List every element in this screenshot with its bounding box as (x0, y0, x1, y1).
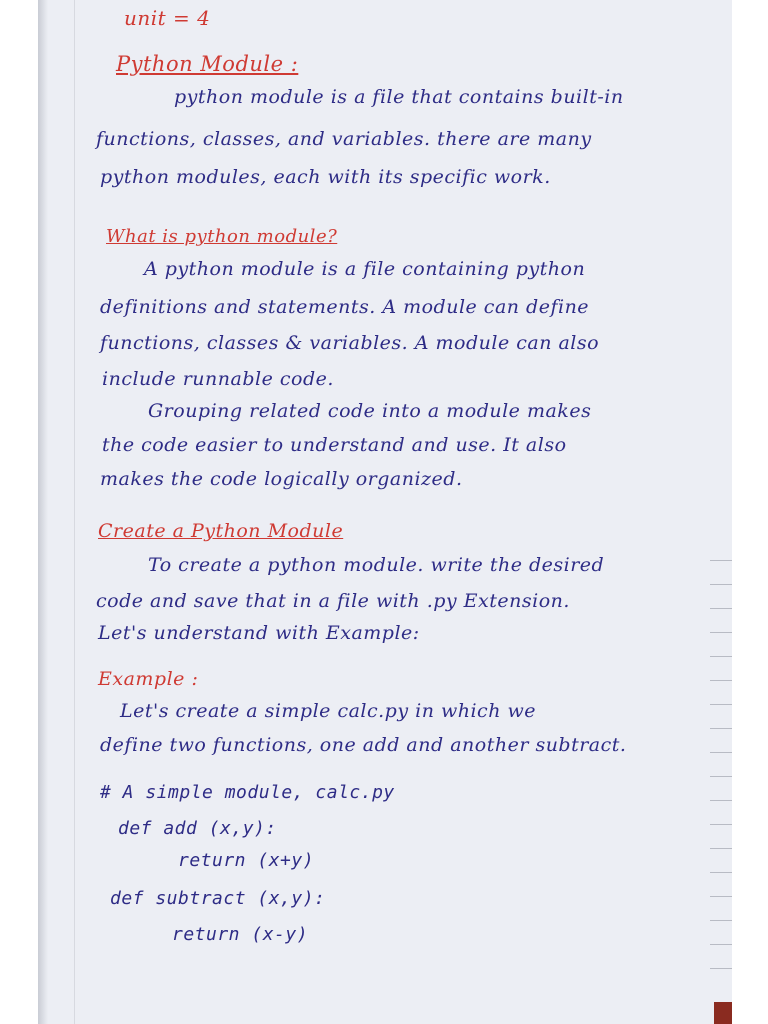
section2-line-7: makes the code logically organized. (100, 468, 463, 490)
section1-line-2: functions, classes, and variables. there are many (96, 128, 592, 150)
unit-heading: unit = 4 (124, 6, 211, 30)
section3-line-2: code and save that in a file with .py Extension. (96, 590, 570, 612)
section2-line-4: include runnable code. (102, 368, 334, 390)
page-ruler-marks (710, 560, 732, 1000)
section3-line-1: To create a python module. write the desired (148, 554, 605, 576)
section1-heading: Python Module : (116, 52, 299, 76)
code-line-4: def subtract (x,y): (110, 888, 326, 909)
section2-line-3: functions, classes & variables. A module can also (100, 332, 600, 354)
section2-line-2: definitions and statements. A module can define (100, 296, 590, 318)
example-line-2: define two functions, one add and another subtract. (100, 734, 627, 756)
code-line-5: return (x-y) (172, 924, 309, 945)
margin-line (74, 0, 75, 1024)
example-line-1: Let's create a simple calc.py in which we (120, 700, 536, 722)
section2-line-1: A python module is a file containing python (144, 258, 586, 280)
section1-line-3: python modules, each with its specific work. (100, 166, 551, 188)
section1-line-1: python module is a file that contains built-in (174, 86, 624, 108)
code-line-2: def add (x,y): (118, 818, 277, 839)
code-line-1: # A simple module, calc.py (100, 782, 395, 803)
section2-line-6: the code easier to understand and use. It also (102, 434, 567, 456)
notebook-page (38, 0, 732, 1024)
section3-line-3: Let's understand with Example: (98, 622, 420, 644)
section3-heading: Create a Python Module (98, 520, 344, 542)
binding-corner (714, 1002, 732, 1024)
code-line-3: return (x+y) (178, 850, 315, 871)
section2-heading: What is python module? (106, 226, 338, 247)
page-edge-shadow (38, 0, 48, 1024)
section2-line-5: Grouping related code into a module makes (148, 400, 592, 422)
example-heading: Example : (98, 668, 199, 690)
